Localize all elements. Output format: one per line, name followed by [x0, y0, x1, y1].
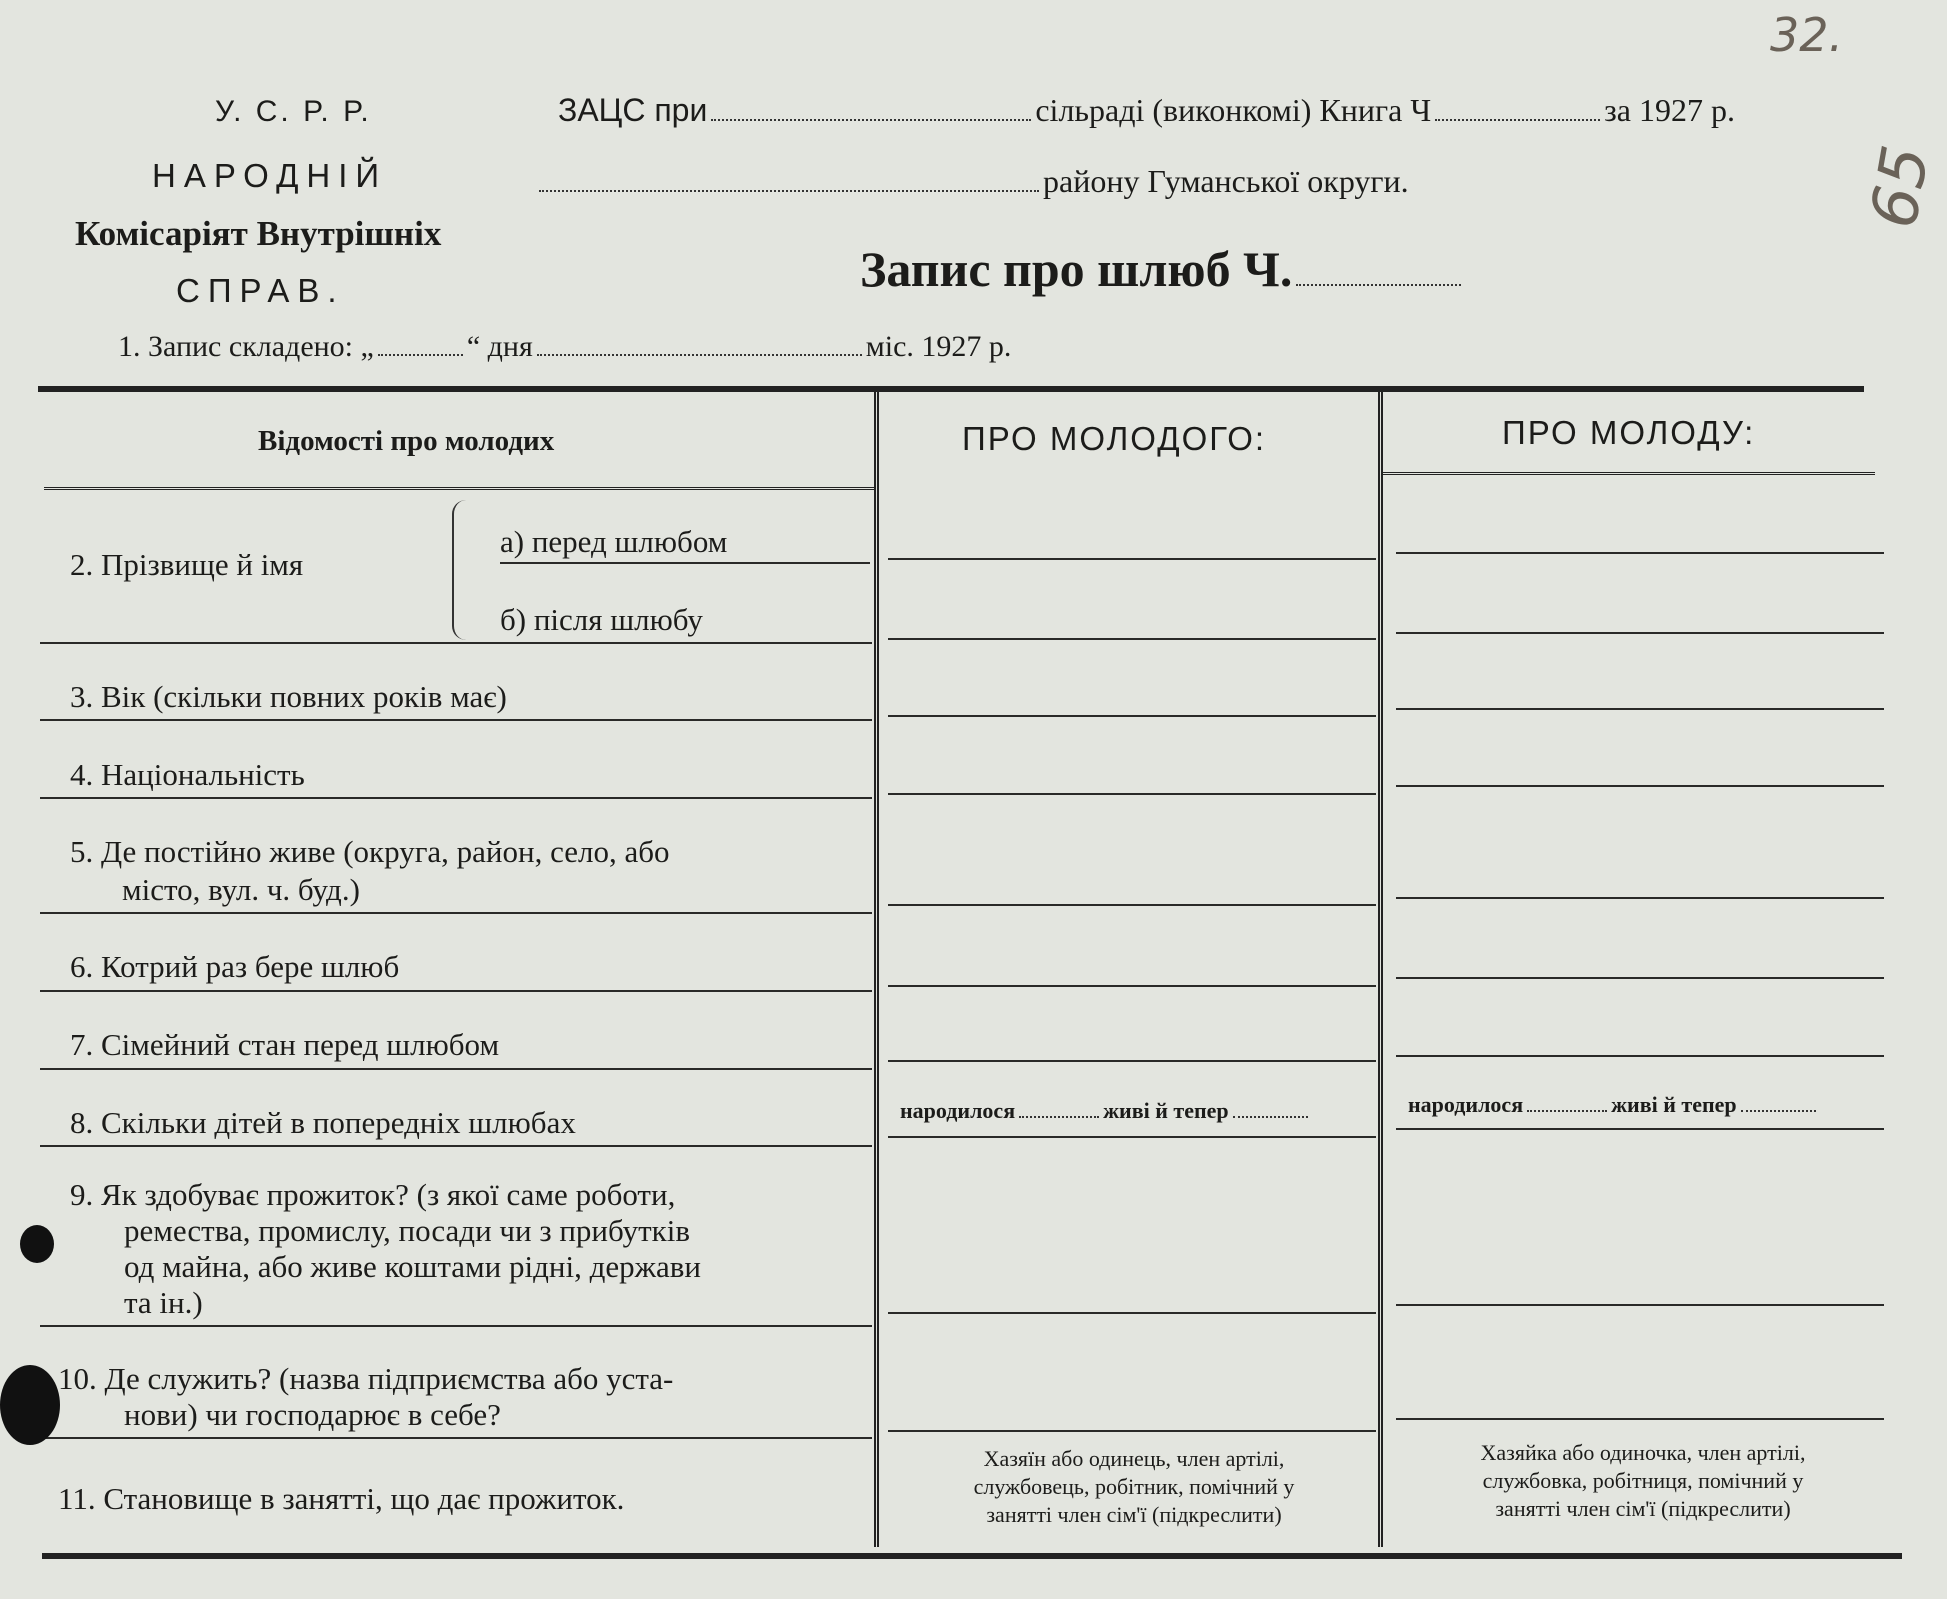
- groom-occupation-line1: Хазяїн або одинець, член артілі,: [983, 1446, 1285, 1471]
- row9-label-line1: 9. Як здобуває прожиток? (з якої саме роботи,: [70, 1177, 676, 1212]
- record-title: Запис про шлюб Ч.: [860, 241, 1293, 297]
- groom-children-line: [900, 1098, 1312, 1124]
- bride-rule-2a: [1396, 552, 1884, 554]
- groom-children-alive: живі й тепер: [1103, 1098, 1229, 1123]
- groom-occupation-line3: занятті член сім'ї (підкреслити): [986, 1502, 1282, 1527]
- district-line: [535, 163, 1409, 200]
- groom-rule-5: [888, 904, 1376, 906]
- groom-rule-2b: [888, 638, 1376, 640]
- bride-rule-8: [1396, 1128, 1884, 1130]
- groom-occupation-line2: службовець, робітник, помічний у: [973, 1474, 1295, 1499]
- header-bottom-rule-left: [44, 487, 874, 493]
- row2-a-label: а) перед шлюбом: [500, 524, 728, 559]
- bride-rule-2b: [1396, 632, 1884, 634]
- commissariat-line2: Комісаріят Внутрішніх: [75, 214, 442, 253]
- header-bottom-rule-right: [1383, 472, 1875, 478]
- row-rule-2: [40, 642, 872, 644]
- table-bottom-rule: [42, 1553, 1902, 1559]
- row9-label-line3: од майна, або живе коштами рідні, держави: [124, 1249, 702, 1284]
- zags-prefix: ЗАЦС при: [558, 92, 708, 128]
- row8-label: 8. Скільки дітей в попередніх шлюбах: [70, 1105, 576, 1140]
- bride-rule-9: [1396, 1304, 1884, 1306]
- divider-groom-bride: [1378, 392, 1383, 1547]
- groom-children-born: народилося: [900, 1098, 1016, 1123]
- zags-year: за 1927 р.: [1604, 92, 1735, 128]
- groom-rule-7: [888, 1060, 1376, 1062]
- handwritten-side-number: 65: [1857, 140, 1945, 234]
- bride-rule-3: [1396, 708, 1884, 710]
- punch-hole-lower: [0, 1365, 60, 1445]
- row-rule-5: [40, 912, 872, 914]
- groom-rule-3: [888, 715, 1376, 717]
- bride-rule-6: [1396, 977, 1884, 979]
- row-rule-3: [40, 719, 872, 721]
- bride-occupation-line3: занятті член сім'ї (підкреслити): [1495, 1496, 1791, 1521]
- compiled-suffix: міс. 1927 р.: [865, 330, 1012, 363]
- row10-label-line2: нови) чи господарює в себе?: [124, 1397, 501, 1432]
- col-groom-header: ПРО МОЛОДОГО:: [962, 420, 1267, 457]
- bride-occupation-line2: службовка, робітниця, помічний у: [1482, 1468, 1804, 1493]
- groom-rule-9: [888, 1312, 1376, 1314]
- groom-rule-10: [888, 1430, 1376, 1432]
- row-rule-10: [40, 1437, 872, 1439]
- row4-label: 4. Національність: [70, 757, 305, 792]
- row2-brace: [452, 500, 472, 640]
- row-rule-8: [40, 1145, 872, 1147]
- handwritten-page-number: 32.: [1770, 8, 1844, 62]
- groom-rule-8: [888, 1136, 1376, 1138]
- groom-rule-2a: [888, 558, 1376, 560]
- row-rule-6: [40, 990, 872, 992]
- row2-a-rule: [500, 562, 870, 564]
- row10-label-line1: 10. Де служить? (назва підприємства або уста-: [58, 1361, 674, 1396]
- row3-label: 3. Вік (скільки повних років має): [70, 679, 507, 714]
- bride-children-born: народилося: [1408, 1092, 1524, 1117]
- record-title-line: [860, 240, 1465, 298]
- row7-label: 7. Сімейний стан перед шлюбом: [70, 1027, 500, 1062]
- row11-label: 11. Становище в занятті, що дає прожиток.: [58, 1481, 625, 1516]
- bride-rule-5: [1396, 897, 1884, 899]
- zags-middle: сільраді (виконкомі) Книга Ч: [1035, 92, 1432, 128]
- bride-rule-4: [1396, 785, 1884, 787]
- row-rule-7: [40, 1068, 872, 1070]
- divider-info-groom: [874, 392, 879, 1547]
- bride-children-line: [1408, 1092, 1820, 1118]
- row5-label-line2: місто, вул. ч. буд.): [122, 872, 360, 907]
- compiled-prefix: 1. Запис складено: „: [118, 330, 374, 363]
- compiled-line: [118, 330, 1011, 364]
- punch-hole-upper: [20, 1225, 54, 1263]
- row5-label-line1: 5. Де постійно живе (округа, район, село, або: [70, 834, 670, 869]
- col-info-header: Відомості про молодих: [258, 425, 555, 457]
- row9-label-line2: ремества, промислу, посади чи з прибутків: [124, 1213, 690, 1248]
- commissariat-line3: СПРАВ.: [176, 272, 345, 309]
- row2-b-label: б) після шлюбу: [500, 602, 703, 637]
- commissariat-line1: НАРОДНІЙ: [152, 157, 388, 194]
- bride-occupation-line1: Хазяйка або одиночка, член артілі,: [1480, 1440, 1806, 1465]
- row-rule-9: [40, 1325, 872, 1327]
- row-rule-4: [40, 797, 872, 799]
- bride-rule-10: [1396, 1418, 1884, 1420]
- republic-label: У. С. Р. Р.: [215, 95, 372, 128]
- table-top-rule: [38, 386, 1864, 392]
- col-bride-header: ПРО МОЛОДУ:: [1502, 414, 1756, 451]
- row6-label: 6. Котрий раз бере шлюб: [70, 949, 400, 984]
- row2-label: 2. Прізвище й імя: [70, 547, 304, 582]
- bride-rule-7: [1396, 1055, 1884, 1057]
- compiled-day: “ дня: [466, 330, 533, 363]
- groom-rule-6: [888, 985, 1376, 987]
- groom-rule-4: [888, 793, 1376, 795]
- zags-line: [558, 92, 1735, 129]
- bride-children-alive: живі й тепер: [1611, 1092, 1737, 1117]
- district-label: району Гуманської округи.: [1043, 163, 1409, 199]
- row9-label-line4: та ін.): [124, 1285, 203, 1320]
